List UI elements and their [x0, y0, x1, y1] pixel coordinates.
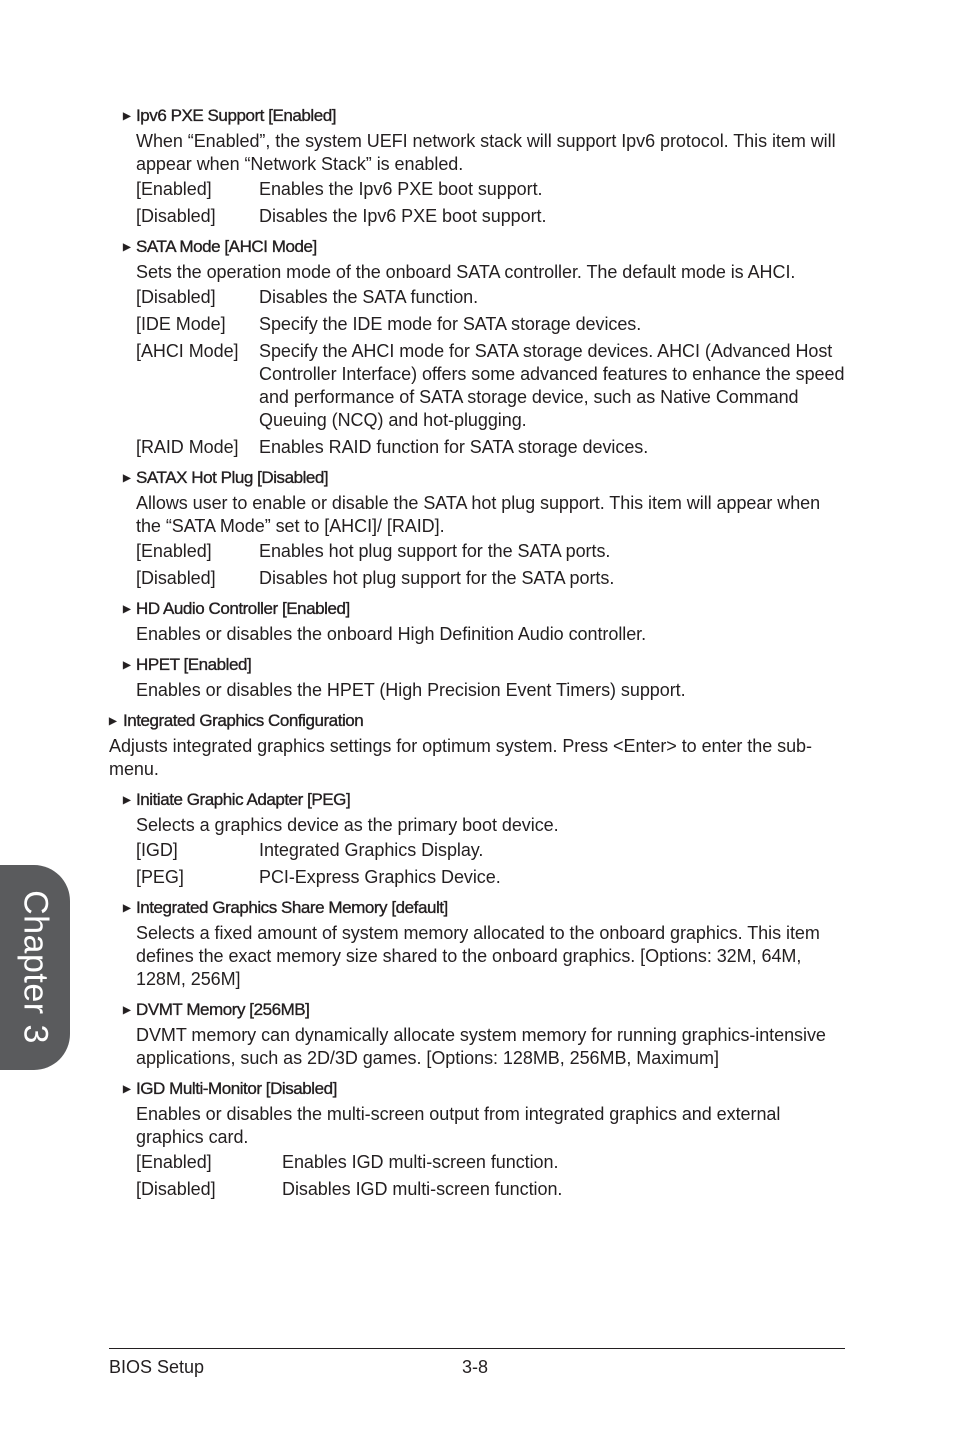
option-row [136, 340, 849, 432]
setting-description: Adjusts integrated graphics settings for optimum system. Press <Enter> to enter the sub-menu. [109, 736, 812, 779]
setting-title: Integrated Graphics Configuration [123, 711, 364, 730]
setting-heading [123, 1077, 849, 1101]
option-value: Enables hot plug support for the SATA ports. [259, 541, 611, 561]
setting-heading [109, 709, 849, 733]
option-key: [AHCI Mode] [136, 341, 239, 361]
setting-heading [123, 653, 849, 677]
chapter-side-tab [0, 865, 70, 1070]
setting-description: DVMT memory can dynamically allocate system memory for running graphics-intensive applications, such as 2D/3D games. [Options: 128MB, 256MB, Maximum] [136, 1025, 826, 1068]
setting-title: HD Audio Controller [Enabled] [136, 599, 350, 618]
option-key: [IGD] [136, 840, 178, 860]
option-value: Enables RAID function for SATA storage devices. [259, 437, 649, 457]
setting-description: Enables or disables the HPET (High Precision Event Timers) support. [136, 680, 686, 700]
triangle-right-icon: ▶ [123, 795, 131, 806]
option-row [136, 1178, 849, 1201]
setting-dvmt-memory [109, 998, 849, 1070]
option-key: [RAID Mode] [136, 437, 239, 457]
option-key: [IDE Mode] [136, 314, 226, 334]
option-row [136, 178, 849, 201]
option-key: [Disabled] [136, 206, 216, 226]
setting-hd-audio-controller [109, 597, 849, 646]
triangle-right-icon: ▶ [123, 903, 131, 914]
footer-page-number: 3-8 [462, 1357, 489, 1377]
setting-description: Allows user to enable or disable the SATA hot plug support. This item will appear when the “SATA Mode” set to [AHCI]/ [RAID]. [136, 493, 821, 536]
setting-heading [123, 235, 849, 259]
option-value: Disables hot plug support for the SATA ports. [259, 568, 615, 588]
option-key: [Disabled] [136, 1179, 216, 1199]
option-value: Enables the Ipv6 PXE boot support. [259, 179, 543, 199]
setting-integrated-graphics-share-memory [109, 896, 849, 991]
setting-heading [123, 896, 849, 920]
setting-description: Sets the operation mode of the onboard SATA controller. The default mode is AHCI. [136, 262, 796, 282]
option-row [136, 205, 849, 228]
triangle-right-icon: ▶ [109, 716, 117, 727]
setting-heading [123, 788, 849, 812]
setting-title: Integrated Graphics Share Memory [default] [136, 898, 448, 917]
option-row [136, 839, 849, 862]
setting-initiate-graphic-adapter [109, 788, 849, 889]
setting-title: Ipv6 PXE Support [Enabled] [136, 106, 336, 125]
option-row [136, 540, 849, 563]
setting-title: SATAX Hot Plug [Disabled] [136, 468, 329, 487]
option-value: Specify the IDE mode for SATA storage devices. [259, 314, 642, 334]
option-value: Disables the Ipv6 PXE boot support. [259, 206, 547, 226]
option-row [136, 286, 849, 309]
setting-satax-hot-plug [109, 466, 849, 590]
footer-divider [109, 1348, 845, 1349]
chapter-tab-label: Chapter 3 [16, 890, 55, 1044]
setting-title: Initiate Graphic Adapter [PEG] [136, 790, 351, 809]
option-key: [Enabled] [136, 541, 212, 561]
triangle-right-icon: ▶ [123, 604, 131, 615]
option-key: [Enabled] [136, 1152, 212, 1172]
setting-sata-mode [109, 235, 849, 459]
triangle-right-icon: ▶ [123, 111, 131, 122]
setting-integrated-graphics-configuration [109, 709, 849, 781]
option-value: Disables IGD multi-screen function. [282, 1179, 563, 1199]
page-content [109, 104, 849, 1208]
triangle-right-icon: ▶ [123, 242, 131, 253]
option-row [136, 866, 849, 889]
option-row [136, 567, 849, 590]
setting-title: SATA Mode [AHCI Mode] [136, 237, 317, 256]
option-value: Integrated Graphics Display. [259, 840, 484, 860]
setting-description: Enables or disables the onboard High Definition Audio controller. [136, 624, 647, 644]
setting-heading [123, 466, 849, 490]
setting-description: Selects a graphics device as the primary boot device. [136, 815, 559, 835]
setting-igd-multi-monitor [109, 1077, 849, 1201]
setting-description: Selects a fixed amount of system memory allocated to the onboard graphics. This item defines the exact memory size shared to the onboard graphics. [Options: 32M, 64M, 128M, 256M] [136, 923, 820, 989]
option-value: Enables IGD multi-screen function. [282, 1152, 559, 1172]
setting-heading [123, 998, 849, 1022]
setting-heading [123, 597, 849, 621]
option-value: Specify the AHCI mode for SATA storage devices. AHCI (Advanced Host Controller Interface) offers some advanced features to enhance the speed and performance of SATA storage device, such as Native Command Queuing (NCQ) and hot-plugging. [259, 341, 845, 430]
setting-title: DVMT Memory [256MB] [136, 1000, 310, 1019]
triangle-right-icon: ▶ [123, 660, 131, 671]
setting-heading [123, 104, 849, 128]
option-row [136, 1151, 849, 1174]
triangle-right-icon: ▶ [123, 473, 131, 484]
option-row [136, 436, 849, 459]
setting-title: IGD Multi-Monitor [Disabled] [136, 1079, 337, 1098]
setting-ipv6-pxe-support [109, 104, 849, 228]
option-value: PCI-Express Graphics Device. [259, 867, 501, 887]
option-key: [Disabled] [136, 287, 216, 307]
triangle-right-icon: ▶ [123, 1005, 131, 1016]
triangle-right-icon: ▶ [123, 1084, 131, 1095]
option-row [136, 313, 849, 336]
setting-hpet [109, 653, 849, 702]
setting-title: HPET [Enabled] [136, 655, 252, 674]
option-key: [Disabled] [136, 568, 216, 588]
setting-description: When “Enabled”, the system UEFI network stack will support Ipv6 protocol. This item will appear when “Network Stack” is enabled. [136, 131, 836, 174]
option-value: Disables the SATA function. [259, 287, 479, 307]
option-key: [PEG] [136, 867, 184, 887]
footer-section-title: BIOS Setup [109, 1357, 205, 1377]
option-key: [Enabled] [136, 179, 212, 199]
setting-description: Enables or disables the multi-screen output from integrated graphics and external graphics card. [136, 1104, 781, 1147]
